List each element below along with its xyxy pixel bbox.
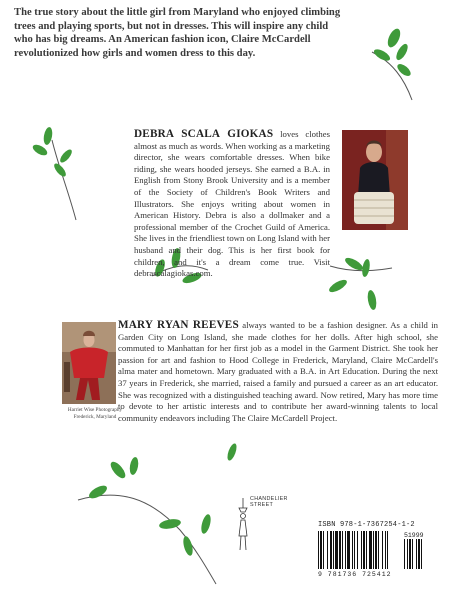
barcode-number: 9 781736 725412 [318, 571, 392, 578]
barcode-addon-bar [407, 539, 408, 569]
barcode-bar [382, 531, 383, 569]
barcode-bar [320, 531, 322, 569]
leaf [42, 126, 53, 145]
leaf [52, 162, 68, 179]
barcode-bar [347, 531, 350, 569]
isbn-barcode [316, 521, 434, 578]
leaf [200, 513, 213, 534]
leaf [394, 42, 410, 62]
barcode-bar [352, 531, 353, 569]
barcode-addon-bar [412, 539, 413, 569]
leaf [87, 483, 109, 501]
leaf [372, 47, 392, 63]
isbn-text: ISBN 978-1-7367254-1-2 [318, 521, 415, 529]
author-name: DEBRA SCALA GIOKAS [134, 128, 274, 140]
barcode-addon-bar [409, 539, 411, 569]
author-bio-text: always wanted to be a fashion designer. As a child in Garden City on Long Island, she made clothes for her dolls. After high school, she commuted to Manhattan for her first job as a model in the Garment District. She took her passion for art and fashion to Hood College in Frederick, Maryland, Claire McCardell's alma mater and hometown. Mary graduated with a B.A. in Art Education. During the next 37 years in Frederick, she married, raised a family and pursued a career as an art educator. She was recognized with a distinguished teaching award. Now retired, Mary has more time to devote to her artistic interests and to contribute her award-winning talents to local community endeavors including The Claire McCardell Project. [118, 320, 438, 423]
barcode-bar [330, 531, 332, 569]
photo-credit-line2: Frederick, Maryland [73, 414, 117, 420]
leaf-stem-bottom [78, 495, 216, 584]
leaf-stem-left-upper [52, 140, 76, 220]
barcode-addon-bar [418, 539, 420, 569]
leaf [366, 289, 377, 310]
leaf [128, 456, 139, 475]
photo-credit-line1: Harriet Wise Photography [67, 407, 123, 413]
leaf [108, 459, 128, 480]
barcode-addon-bar [404, 539, 405, 569]
author-photo-debra [342, 130, 408, 230]
publisher-line1: CHANDELIER [250, 496, 288, 502]
barcode-bar [361, 531, 362, 569]
barcode-bar [363, 531, 365, 569]
author-bio-text: loves clothes almost as much as words. When working as a marketing director, she wears comfortable dresses. When bike riding, she wears hooded jerseys. She earned a B.A. in English from Stony Brook University and is a member of the Society of Children's Book Writers and Illustrators. She enjoys writing about women in American History. Debra is also a dollmaker and a professional member of the Crochet Guild of America. She lives in the friendliest town on Long Island with her husband and their dog. This is her first book for children, and it's a dream come true. Visit debrascalagiokas.com. [134, 129, 330, 279]
barcode-bar [369, 531, 372, 569]
barcode-bar [385, 531, 386, 569]
leaf [58, 148, 74, 165]
barcode-bar [375, 531, 377, 569]
publisher-name [250, 496, 288, 509]
barcode-bar [339, 531, 341, 569]
leaf [361, 259, 371, 278]
barcode-bar [345, 531, 346, 569]
leaf-stem-top-right [372, 52, 412, 100]
barcode-addon-text: 51999 [404, 532, 424, 539]
barcode-addon-bar [421, 539, 422, 569]
barcode-bar [335, 531, 338, 569]
author-bio-debra [134, 129, 330, 280]
back-cover-blurb: The true story about the little girl from Maryland who enjoyed climbing trees and playing sports, but not in dresses. This will inspire any child who has big dreams. An American fashion icon, Claire McCardell revolutionized how girls and women dress to this day. [14, 7, 341, 59]
publisher-line2: STREET [250, 502, 274, 509]
barcode-bar [318, 531, 319, 569]
publisher-logo-icon [237, 498, 249, 552]
leaf [226, 442, 239, 461]
author-name: MARY RYAN REEVES [118, 319, 239, 331]
barcode-bar [373, 531, 374, 569]
leaf [327, 278, 348, 295]
barcode-bar [387, 531, 388, 569]
leaf [395, 62, 412, 78]
barcode-bar [342, 531, 343, 569]
barcode-bars [316, 531, 434, 571]
barcode-bar [327, 531, 328, 569]
author-bio-mary [118, 320, 438, 424]
barcode-addon-bar [416, 539, 417, 569]
leaf [385, 27, 403, 49]
barcode-bar [354, 531, 355, 569]
author-photo-mary [62, 322, 116, 404]
barcode-bar [357, 531, 358, 569]
barcode-bar [323, 531, 324, 569]
barcode-bar [366, 531, 367, 569]
barcode-bar [378, 531, 379, 569]
barcode-bar [333, 531, 334, 569]
